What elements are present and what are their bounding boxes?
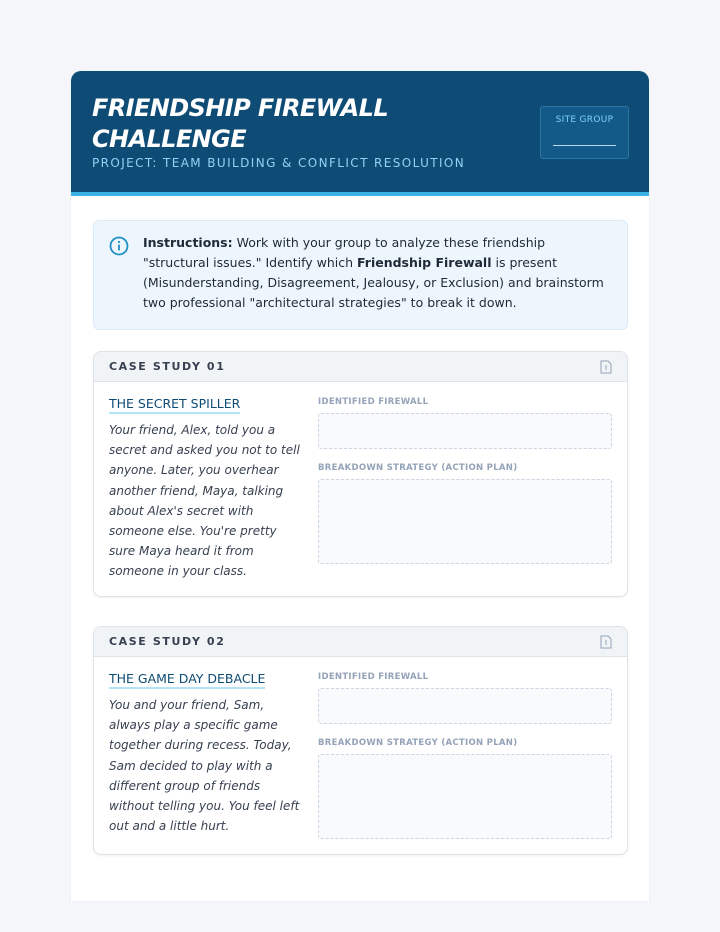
case-study-card <box>93 626 628 855</box>
instructions-part-2: is present (Misunderstanding, Disagreement, Jealousy, or Exclusion) and brainstorm two professional "architectural strategies" to break it down. <box>143 255 604 310</box>
instructions-panel <box>93 220 628 330</box>
case-study-label: CASE STUDY 02 <box>109 635 226 648</box>
breakdown-strategy-label: BREAKDOWN STRATEGY (ACTION PLAN) <box>318 463 518 473</box>
instructions-lead: Instructions: <box>143 235 233 250</box>
site-group-line <box>553 145 616 146</box>
case-study-header <box>94 352 627 382</box>
case-study-title: THE GAME DAY DEBACLE <box>109 671 265 689</box>
identified-firewall-label: IDENTIFIED FIREWALL <box>318 397 429 407</box>
identified-firewall-label: IDENTIFIED FIREWALL <box>318 672 429 682</box>
case-study-title: THE SECRET SPILLER <box>109 396 240 414</box>
site-group-label: SITE GROUP <box>555 115 614 125</box>
case-study-description: Your friend, Alex, told you a secret and asked you not to tell anyone. Later, you overhear another friend, Maya, talking about Alex's secret with someone else. You're pretty sure Maya heard it from someone in your class. <box>109 423 300 579</box>
identified-firewall-input[interactable] <box>318 688 612 724</box>
instructions-bold: Friendship Firewall <box>357 255 492 270</box>
instructions-text <box>143 233 613 313</box>
page-subtitle: PROJECT: TEAM BUILDING & CONFLICT RESOLUTION <box>92 156 466 170</box>
case-study-label: CASE STUDY 01 <box>109 360 226 373</box>
worksheet <box>71 71 649 901</box>
site-group-box[interactable] <box>540 106 629 159</box>
document-icon <box>600 360 612 374</box>
breakdown-strategy-label: BREAKDOWN STRATEGY (ACTION PLAN) <box>318 738 518 748</box>
info-icon <box>109 236 129 256</box>
identified-firewall-input[interactable] <box>318 413 612 449</box>
breakdown-strategy-input[interactable] <box>318 479 612 564</box>
breakdown-strategy-input[interactable] <box>318 754 612 839</box>
page-title: FRIENDSHIP FIREWALL CHALLENGE <box>92 94 389 153</box>
case-study-card <box>93 351 628 597</box>
header <box>71 71 649 196</box>
case-study-header <box>94 627 627 657</box>
case-study-description: You and your friend, Sam, always play a specific game together during recess. Today, Sam decided to play with a different group of friends without telling you. You feel left out and a little hurt. <box>109 698 300 834</box>
document-icon <box>600 635 612 649</box>
instructions-part-1: Work with your group to analyze these friendship "structural issues." Identify which <box>143 235 546 270</box>
